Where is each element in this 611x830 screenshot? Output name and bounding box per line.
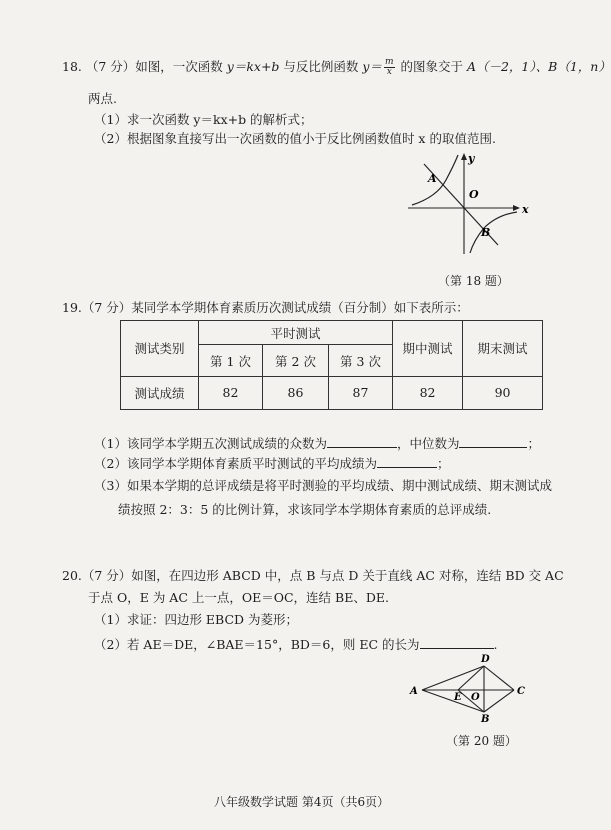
q19-part2-text-a: （2）该同学本学期体育素质平时测试的平均成绩为 [94,456,377,471]
q19-header-final: 期末测试 [463,321,543,377]
q18-label-o: O [469,188,479,201]
q18-inverse-func-lhs: y＝ [362,59,382,74]
q19-sub-1: 第 1 次 [199,345,263,376]
q18-linear-func: y＝kx+b [226,59,280,74]
q19-score-final: 90 [463,376,543,409]
q18-hyperbola-lower [470,212,517,253]
q19-part2 [94,454,449,472]
q18-line1 [62,58,611,77]
q18-part1: （1）求一次函数 y＝kx+b 的解析式； [94,112,313,127]
q20-label-o: O [471,692,480,703]
q20-figure [404,652,534,725]
q18-y-arrow-icon [461,153,467,160]
q19-part1-text-a: （1）该同学本学期五次测试成绩的众数为 [94,436,327,451]
q19-mode-blank[interactable] [327,434,397,448]
q19-part1-text-c: ； [527,436,540,451]
q20-label-b: B [481,714,490,725]
q20-part1: （1）求证：四边形 EBCD 为菱形； [94,612,299,627]
q20-label-a: A [410,686,418,697]
q20-part2-text-a: （2）若 AE＝DE，∠BAE＝15°，BD＝6，则 EC 的长为 [94,637,420,652]
q19-score-mid: 82 [393,376,463,409]
q20-line1: 20.（7 分）如图，在四边形 ABCD 中，点 B 与点 D 关于直线 AC 对称，连结 BD 交 AC [62,568,564,583]
q20-line-ad [422,666,484,690]
q18-frac-num: m [384,57,394,67]
q20-ec-blank[interactable] [420,635,494,649]
q18-points: A（－2，1）、B（1，n） [466,59,611,74]
q19-sub-2: 第 2 次 [263,345,329,376]
q18-label-x: x [522,203,529,216]
q18-text-a: 18. （7 分）如图，一次函数 [62,59,227,74]
q19-average-blank[interactable] [377,454,437,468]
q20-line-dc [484,666,514,690]
q19-header-row [121,321,543,345]
q18-part2: （2）根据图象直接写出一次函数的值小于反比例函数值时 x 的取值范围. [94,131,496,146]
q18-caption: （第 18 题） [438,274,509,288]
q19-sub-3: 第 3 次 [329,345,393,376]
q19-part3-line1: （3）如果本学期的总评成绩是将平时测验的平均成绩、期中测试成绩、期末测试成 [94,478,552,493]
q20-label-d: D [481,654,490,665]
q19-score-1: 82 [199,376,263,409]
q20-line-de [458,666,484,690]
page-footer: 八年级数学试题 第4页（共6页） [214,795,390,809]
table-row [121,376,543,409]
q19-part1-text-b: ，中位数为 [396,436,460,451]
q18-fraction [384,58,395,77]
q18-label-y: y [468,152,475,165]
q20-line2: 于点 O，E 为 AC 上一点，OE＝OC，连结 BE、DE. [88,590,389,605]
q19-header-category: 测试类别 [121,321,199,377]
q20-caption: （第 20 题） [446,734,517,748]
q19-intro: 19.（7 分）某同学本学期体育素质历次测试成绩（百分制）如下表所示： [62,300,469,315]
q20-label-e: E [454,692,462,703]
q19-part2-text-b: ； [436,456,450,471]
q20-label-c: C [517,686,525,697]
q18-frac-den: x [386,67,392,77]
q19-score-table [120,320,543,410]
q19-median-blank[interactable] [459,434,527,448]
q18-x-arrow-icon [513,205,520,211]
q20-part2 [94,635,497,653]
q20-part2-text-b: . [493,637,498,652]
q19-part1 [94,434,540,452]
q19-score-3: 87 [329,376,393,409]
q18-label-b: B [481,226,491,239]
q19-header-mid: 期中测试 [393,321,463,377]
q18-text-c: 与反比例函数 [279,59,363,74]
q19-part3-line2: 绩按照 2：3：5 的比例计算，求该同学本学期体育素质的总评成绩. [118,502,492,517]
q18-figure [402,150,532,260]
q18-text-e: 的图象交于 [396,59,467,74]
q20-line-bc [484,690,514,712]
q18-line2: 两点. [88,91,117,106]
q19-row-label: 测试成绩 [121,376,199,409]
q18-label-a: A [428,172,437,185]
q19-score-2: 86 [263,376,329,409]
q19-header-regular: 平时测试 [199,321,393,345]
